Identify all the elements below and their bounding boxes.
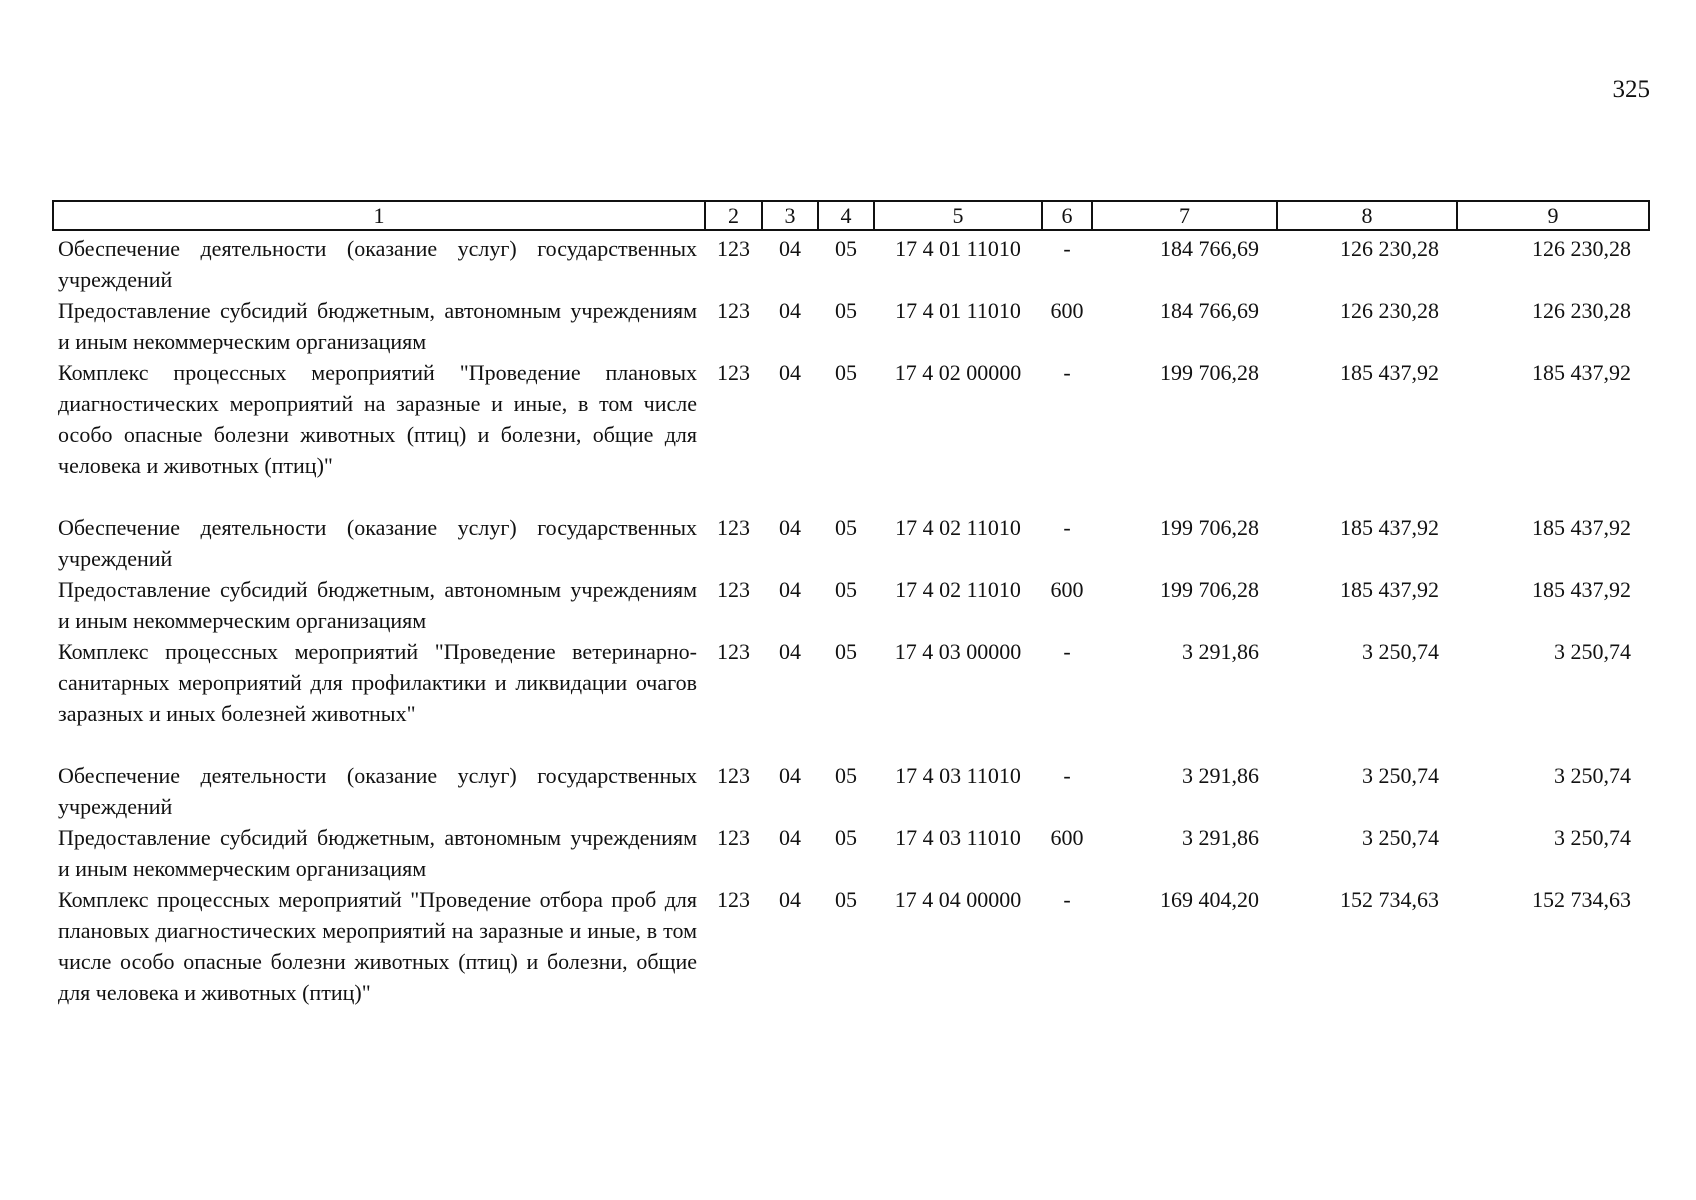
row-col-7: 3 291,86 — [1182, 639, 1259, 664]
budget-table — [52, 200, 1650, 1008]
table-row — [53, 636, 1649, 760]
table-row — [53, 760, 1649, 822]
row-col-7: 169 404,20 — [1160, 887, 1259, 912]
row-col-6: - — [1063, 887, 1071, 912]
row-col-3: 04 — [779, 577, 801, 602]
row-col-5: 17 4 02 11010 — [895, 577, 1021, 602]
row-description: Комплекс процессных мероприятий "Проведение ветеринарно-санитарных мероприятий для профилактики и ликвидации очагов заразных и иных болезней животных" — [58, 639, 697, 726]
row-col-6: - — [1063, 763, 1071, 788]
row-col-2: 123 — [717, 515, 750, 540]
row-col-8: 185 437,92 — [1340, 515, 1439, 540]
row-col-4: 05 — [835, 360, 857, 385]
row-description: Обеспечение деятельности (оказание услуг) государственных учреждений — [58, 236, 697, 292]
row-col-4: 05 — [835, 887, 857, 912]
row-description: Предоставление субсидий бюджетным, автономным учреждениям и иным некоммерческим организациям — [58, 577, 697, 633]
row-col-5: 17 4 04 00000 — [894, 887, 1022, 912]
table-row — [53, 822, 1649, 884]
row-col-3: 04 — [779, 360, 801, 385]
row-col-6: - — [1063, 515, 1071, 540]
row-description: Комплекс процессных мероприятий "Проведение плановых диагностических мероприятий на заразные и иные, в том числе особо опасные болезни животных (птиц) и болезни, общие для человека и животных (птиц)" — [58, 360, 697, 478]
row-col-3: 04 — [779, 639, 801, 664]
row-col-2: 123 — [717, 639, 750, 664]
row-col-8: 3 250,74 — [1362, 763, 1439, 788]
row-col-4: 05 — [835, 763, 857, 788]
header-col-5: 5 — [874, 201, 1042, 230]
row-col-6: 600 — [1050, 577, 1084, 602]
row-col-7: 199 706,28 — [1160, 577, 1259, 602]
header-col-6: 6 — [1042, 201, 1092, 230]
row-col-9: 126 230,28 — [1532, 298, 1631, 323]
header-col-1: 1 — [53, 201, 705, 230]
table-row — [53, 357, 1649, 512]
header-col-4: 4 — [818, 201, 874, 230]
row-col-9: 185 437,92 — [1532, 577, 1631, 602]
row-col-3: 04 — [779, 887, 801, 912]
row-col-6: 600 — [1050, 298, 1084, 323]
row-col-8: 3 250,74 — [1362, 825, 1439, 850]
row-col-3: 04 — [779, 825, 801, 850]
table-row — [53, 512, 1649, 574]
row-col-6: - — [1063, 360, 1071, 385]
row-description: Комплекс процессных мероприятий "Проведение отбора проб для плановых диагностических мероприятий на заразные и иные, в том числе особо опасные болезни животных (птиц) и болезни, общие для человека и животных (птиц)" — [58, 887, 697, 1005]
row-col-9: 3 250,74 — [1554, 639, 1631, 664]
row-col-7: 3 291,86 — [1182, 763, 1259, 788]
row-col-8: 185 437,92 — [1340, 360, 1439, 385]
header-row — [53, 201, 1649, 230]
row-col-5: 17 4 01 11010 — [895, 298, 1021, 323]
row-description: Обеспечение деятельности (оказание услуг) государственных учреждений — [58, 515, 697, 571]
row-description: Предоставление субсидий бюджетным, автономным учреждениям и иным некоммерческим организациям — [58, 298, 697, 354]
row-col-9: 3 250,74 — [1554, 763, 1631, 788]
row-col-9: 185 437,92 — [1532, 515, 1631, 540]
row-col-7: 199 706,28 — [1160, 515, 1259, 540]
budget-table-container — [52, 200, 1648, 1008]
row-col-2: 123 — [717, 360, 750, 385]
table-row — [53, 230, 1649, 295]
row-col-6: - — [1063, 639, 1071, 664]
row-col-7: 184 766,69 — [1160, 236, 1259, 261]
row-description: Обеспечение деятельности (оказание услуг) государственных учреждений — [58, 763, 697, 819]
row-col-9: 152 734,63 — [1532, 887, 1631, 912]
row-col-4: 05 — [835, 515, 857, 540]
table-body — [53, 230, 1649, 1008]
row-col-3: 04 — [779, 298, 801, 323]
row-col-5: 17 4 03 00000 — [894, 639, 1022, 664]
page-number: 325 — [1612, 76, 1650, 103]
table-row — [53, 884, 1649, 1008]
row-col-9: 3 250,74 — [1554, 825, 1631, 850]
row-col-4: 05 — [835, 298, 857, 323]
table-row — [53, 295, 1649, 357]
header-col-7: 7 — [1092, 201, 1277, 230]
header-col-3: 3 — [762, 201, 818, 230]
row-col-6: 600 — [1050, 825, 1084, 850]
row-col-7: 199 706,28 — [1160, 360, 1259, 385]
row-col-5: 17 4 03 11010 — [895, 825, 1021, 850]
row-col-8: 126 230,28 — [1340, 236, 1439, 261]
row-col-2: 123 — [717, 298, 750, 323]
row-col-6: - — [1063, 236, 1071, 261]
row-col-2: 123 — [717, 825, 750, 850]
row-col-4: 05 — [835, 577, 857, 602]
row-col-2: 123 — [717, 887, 750, 912]
row-col-8: 126 230,28 — [1340, 298, 1439, 323]
row-col-4: 05 — [835, 825, 857, 850]
row-col-5: 17 4 02 00000 — [894, 360, 1022, 385]
row-col-2: 123 — [717, 236, 750, 261]
row-col-3: 04 — [779, 515, 801, 540]
row-col-3: 04 — [779, 763, 801, 788]
row-col-2: 123 — [717, 577, 750, 602]
row-col-8: 152 734,63 — [1340, 887, 1439, 912]
row-col-2: 123 — [717, 763, 750, 788]
row-col-9: 126 230,28 — [1532, 236, 1631, 261]
row-col-7: 3 291,86 — [1182, 825, 1259, 850]
table-row — [53, 574, 1649, 636]
row-col-8: 3 250,74 — [1362, 639, 1439, 664]
row-col-5: 17 4 01 11010 — [895, 236, 1021, 261]
row-col-9: 185 437,92 — [1532, 360, 1631, 385]
row-col-4: 05 — [835, 639, 857, 664]
header-col-2: 2 — [705, 201, 762, 230]
header-col-9: 9 — [1457, 201, 1649, 230]
row-col-3: 04 — [779, 236, 801, 261]
table-header — [53, 201, 1649, 230]
row-col-8: 185 437,92 — [1340, 577, 1439, 602]
row-col-4: 05 — [835, 236, 857, 261]
row-col-7: 184 766,69 — [1160, 298, 1259, 323]
row-description: Предоставление субсидий бюджетным, автономным учреждениям и иным некоммерческим организациям — [58, 825, 697, 881]
row-col-5: 17 4 02 11010 — [895, 515, 1021, 540]
header-col-8: 8 — [1277, 201, 1457, 230]
row-col-5: 17 4 03 11010 — [895, 763, 1021, 788]
